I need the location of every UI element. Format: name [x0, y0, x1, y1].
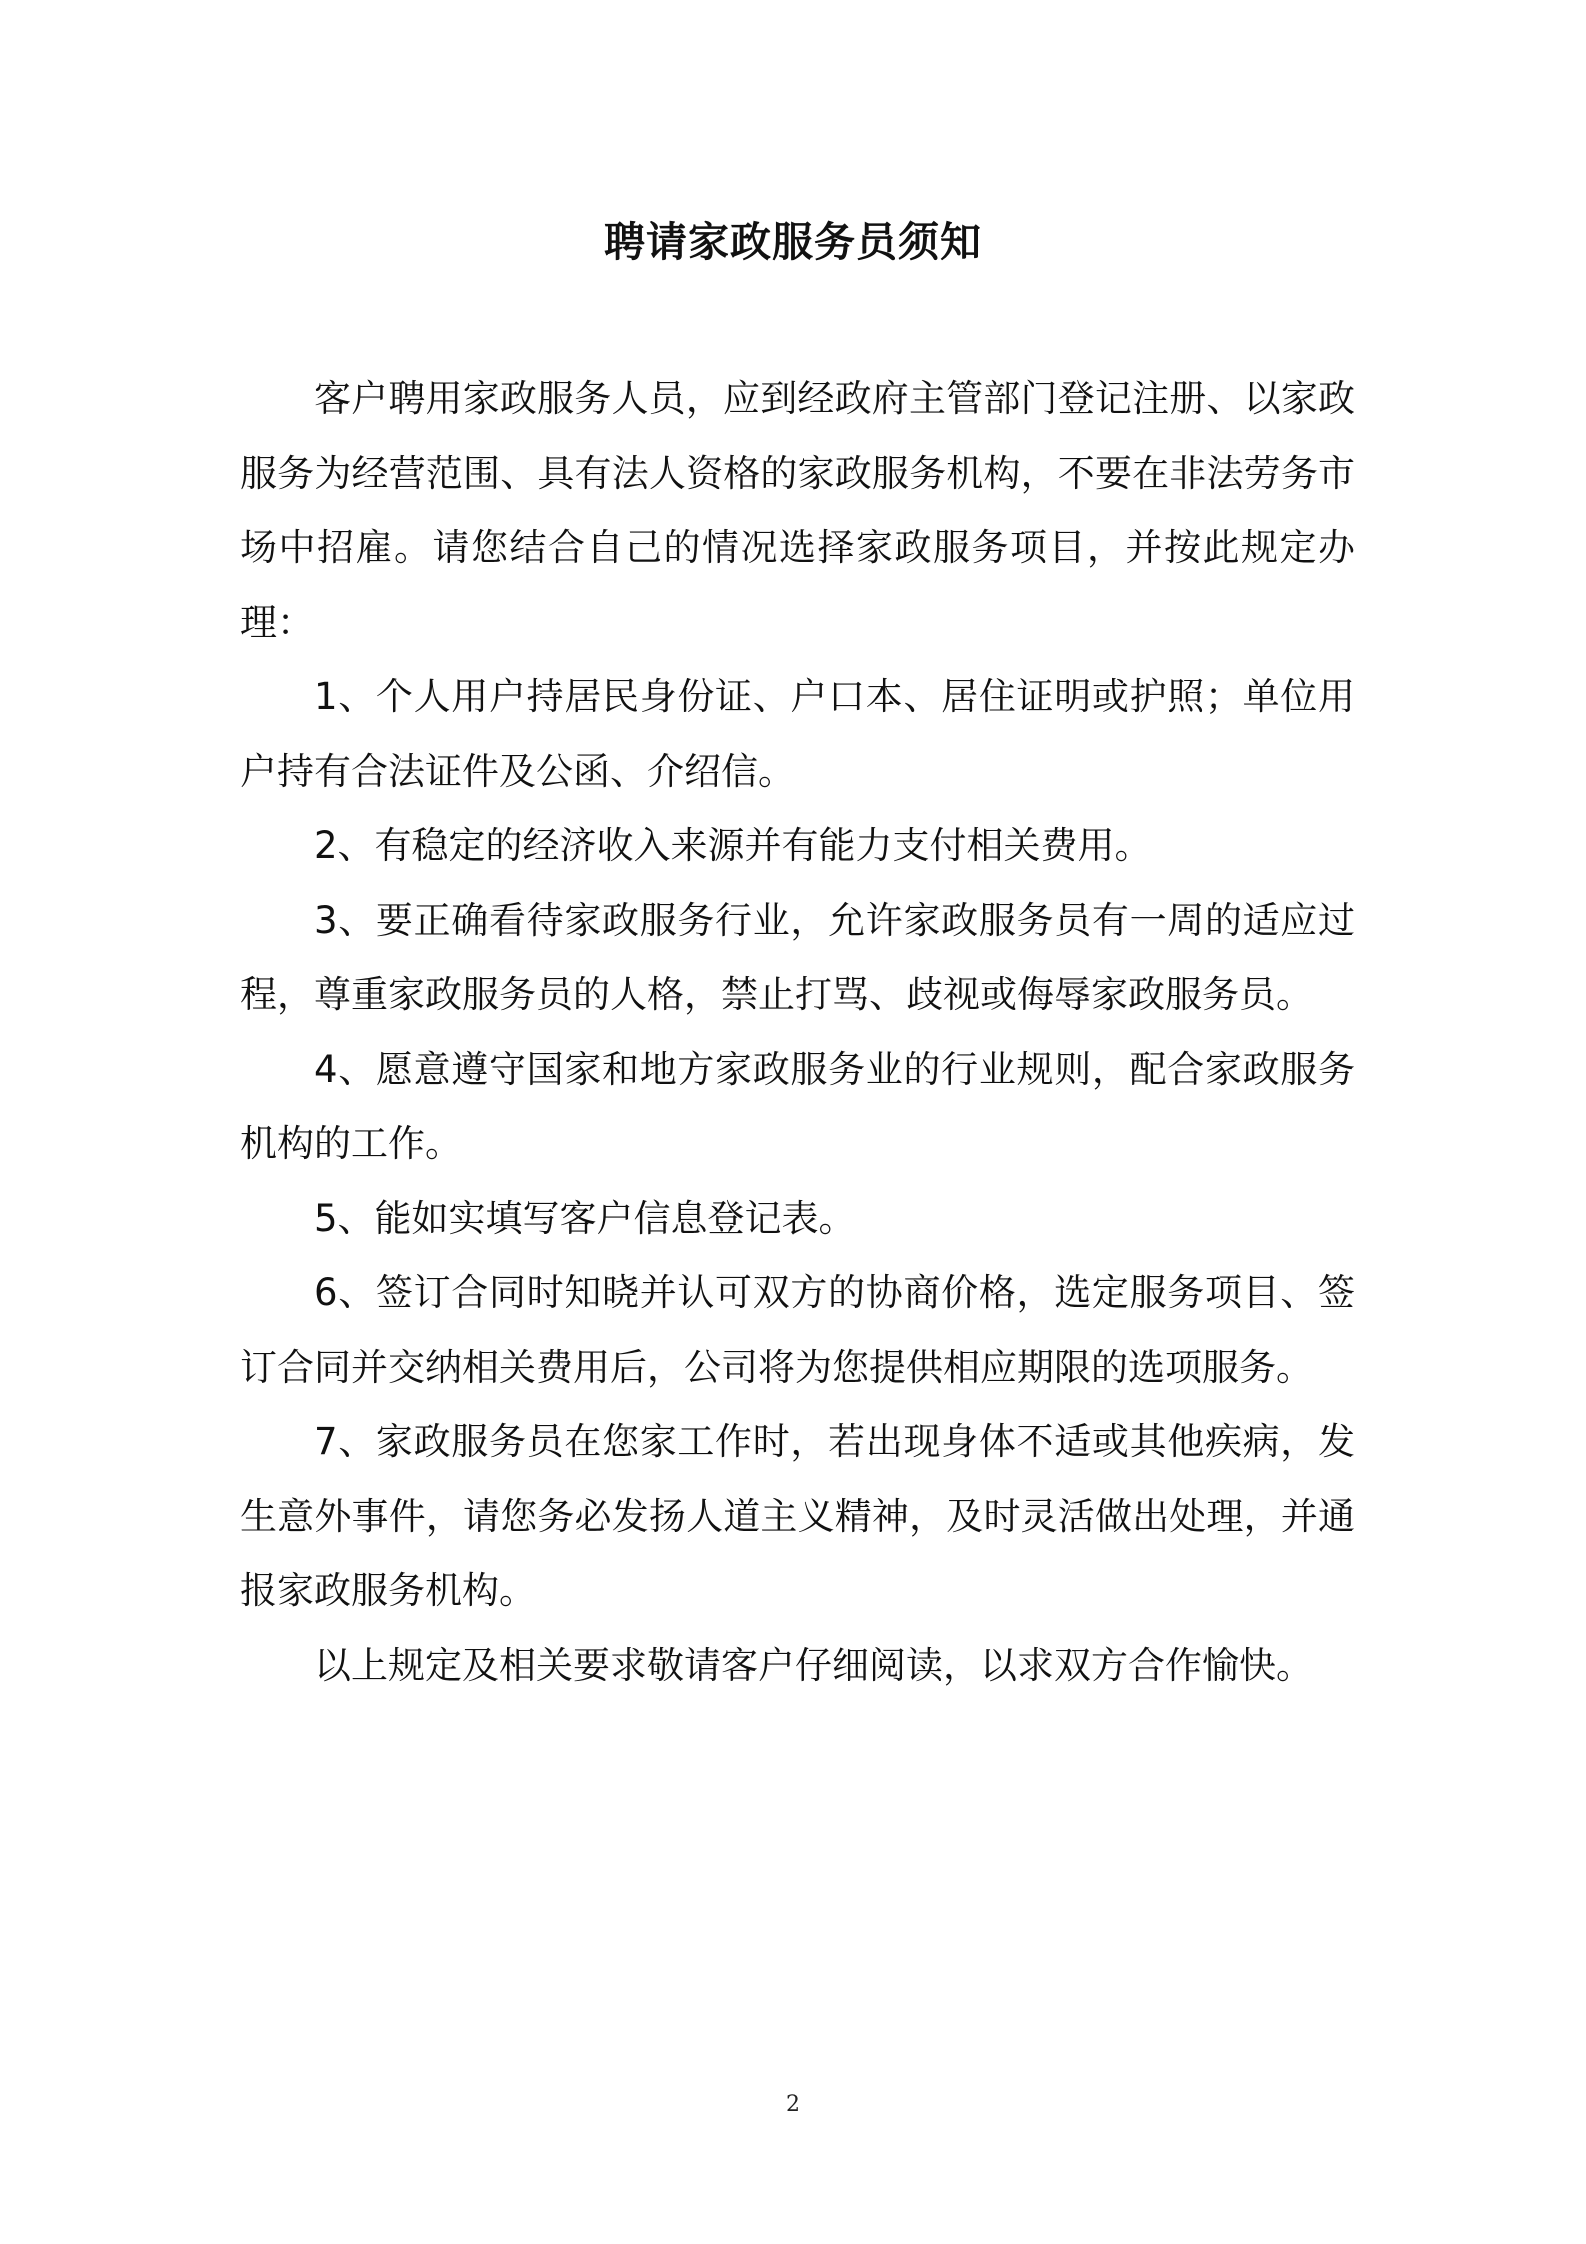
requirement-item-1: 1、个人用户持居民身份证、户口本、居住证明或护照；单位用户持有合法证件及公函、介绍信。 [240, 675, 1355, 793]
closing-paragraph: 以上规定及相关要求敬请客户仔细阅读，以求双方合作愉快。 [314, 1643, 1313, 1687]
requirement-item-4: 4、愿意遵守国家和地方家政服务业的行业规则，配合家政服务机构的工作。 [240, 1047, 1355, 1165]
requirement-item-5: 5、能如实填写客户信息登记表。 [314, 1196, 856, 1240]
document-body [240, 362, 1355, 1703]
requirement-item-2: 2、有稳定的经济收入来源并有能力支付相关费用。 [314, 824, 1152, 867]
requirement-item-3: 3、要正确看待家政服务行业，允许家政服务员有一周的适应过程，尊重家政服务员的人格，禁止打骂、歧视或侮辱家政服务员。 [240, 898, 1355, 1016]
document-title: 聘请家政服务员须知 [604, 218, 982, 266]
page-number: 2 [786, 2092, 800, 2117]
requirement-item-6: 6、签订合同时知晓并认可双方的协商价格，选定服务项目、签订合同并交纳相关费用后，公司将为您提供相应期限的选项服务。 [240, 1271, 1355, 1389]
intro-paragraph: 客户聘用家政服务人员，应到经政府主管部门登记注册、以家政服务为经营范围、具有法人资格的家政服务机构，不要在非法劳务市场中招雇。请您结合自己的情况选择家政服务项目，并按此规定办理： [240, 377, 1355, 644]
requirement-item-7: 7、家政服务员在您家工作时，若出现身体不适或其他疾病，发生意外事件，请您务必发扬人道主义精神，及时灵活做出处理，并通报家政服务机构。 [240, 1420, 1355, 1612]
